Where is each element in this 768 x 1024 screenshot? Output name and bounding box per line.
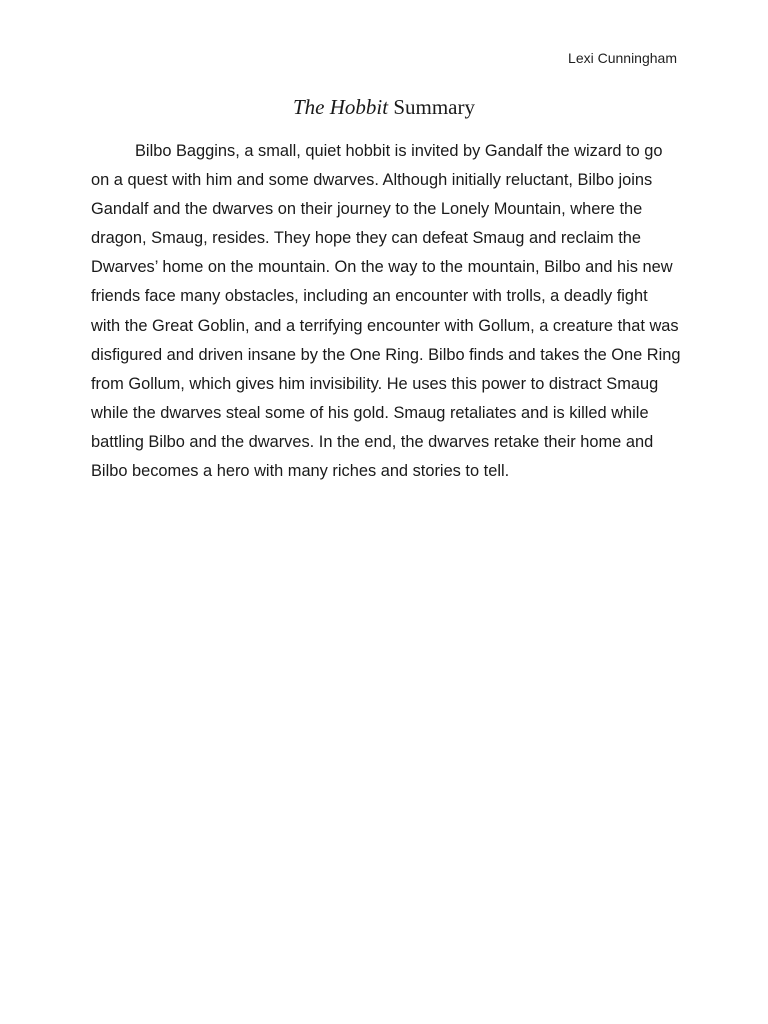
title-suffix: Summary bbox=[388, 95, 475, 119]
author-name: Lexi Cunningham bbox=[568, 50, 677, 66]
document-title bbox=[0, 94, 768, 120]
book-title: The Hobbit bbox=[292, 95, 389, 119]
summary-paragraph: Bilbo Baggins, a small, quiet hobbit is invited by Gandalf the wizard to go on a quest with him and some dwarves. Although initially reluctant, Bilbo joins Gandalf and the dwarves on their journey to the Lonely Mountain, where the dragon, Smaug, resides. They hope they can defeat Smaug and reclaim the Dwarves’ home on the mountain. On the way to the mountain, Bilbo and his new friends face many obstacles, including an encounter with trolls, a deadly fight with the Great Goblin, and a terrifying encounter with Gollum, a creature that was disfigured and driven insane by the One Ring. Bilbo finds and takes the One Ring from Gollum, which gives him invisibility. He uses this power to distract Smaug while the dwarves steal some of his gold. Smaug retaliates and is killed while battling Bilbo and the dwarves. In the end, the dwarves retake their home and Bilbo becomes a hero with many riches and stories to tell. bbox=[91, 142, 681, 481]
